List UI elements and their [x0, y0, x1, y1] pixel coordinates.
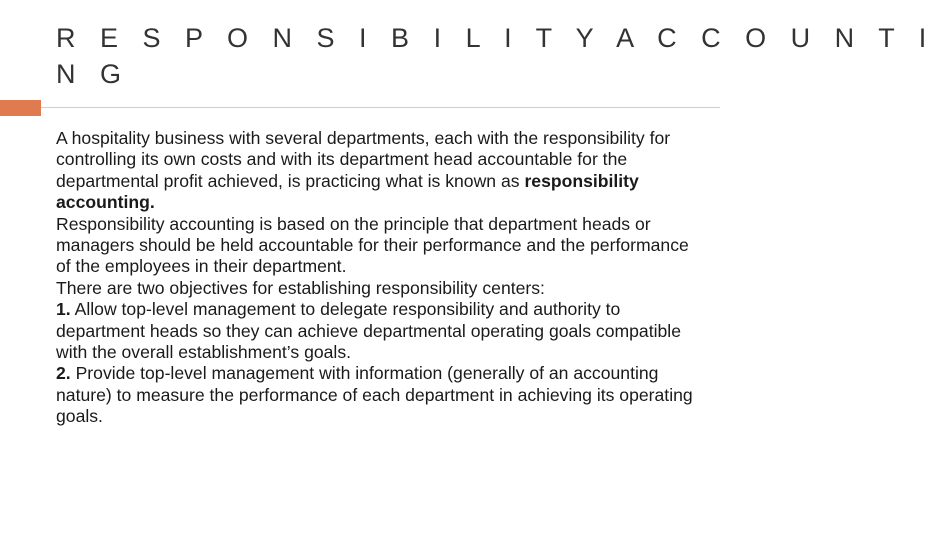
objective-text-1: Allow top-level management to delegate responsibility and authority to department heads so they can achieve departmental operating goals compatible with the overall establishment’s goals.	[56, 299, 681, 363]
paragraph-principle	[56, 214, 696, 278]
objective-item-1	[56, 299, 696, 363]
objective-number-2: 2.	[56, 363, 71, 384]
slide-title-line-1: R E S P O N S I B I L I T Y A C C O U N T I	[56, 23, 935, 53]
accent-block	[0, 100, 41, 116]
paragraph-objectives-intro	[56, 278, 696, 299]
slide-title-line-2: N G	[56, 59, 130, 89]
paragraph-principle-text: Responsibility accounting is based on the principle that department heads or managers should be held accountable for their performance and the performance of the employees in their department.	[56, 213, 689, 277]
term-responsibility-accounting: responsibility accounting.	[56, 170, 639, 213]
paragraph-objectives-intro-text: There are two objectives for establishing responsibility centers:	[56, 277, 545, 298]
paragraph-definition-text: A hospitality business with several departments, each with the responsibility for controlling its own costs and with its department head accountable for the departmental profit achieved, is practicing what is known as	[56, 128, 671, 191]
objective-item-2	[56, 363, 696, 427]
paragraph-definition	[56, 128, 696, 214]
objective-text-2: Provide top-level management with information (generally of an accounting nature) to measure the performance of each department in achieving its operating goals.	[56, 363, 693, 427]
slide-title	[56, 20, 935, 92]
objective-number-1: 1.	[56, 299, 71, 320]
title-divider	[41, 107, 720, 108]
slide-body	[56, 128, 696, 428]
